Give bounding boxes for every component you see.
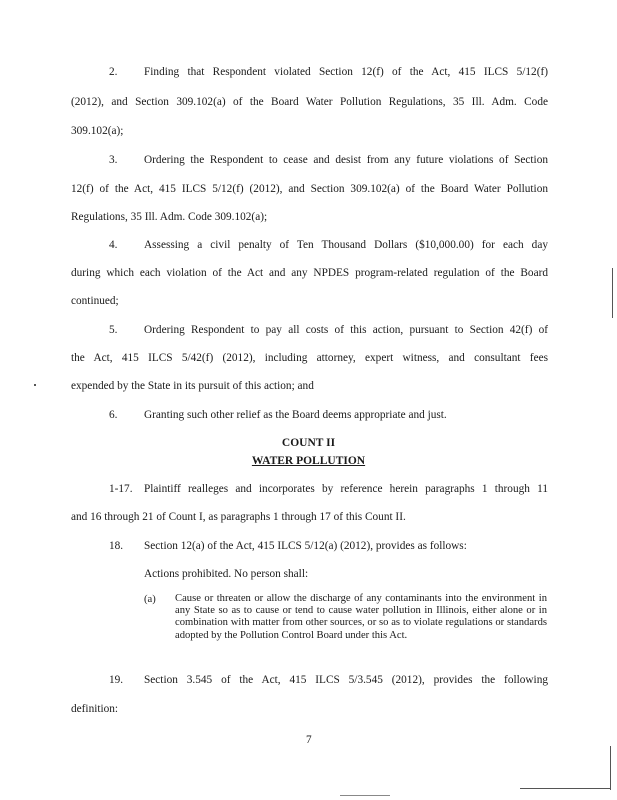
paragraph-number: 3. xyxy=(109,154,118,166)
paragraph-number: 2. xyxy=(109,66,118,78)
paragraph-number: 4. xyxy=(109,239,118,251)
count-heading: COUNT II xyxy=(281,437,336,449)
scan-mark xyxy=(520,788,611,789)
quoted-item-label: (a) xyxy=(144,594,156,605)
paragraph-number: 5. xyxy=(109,324,118,336)
scan-mark xyxy=(340,795,390,796)
scan-mark xyxy=(610,746,611,790)
scan-mark xyxy=(612,268,613,318)
paragraph-line: 309.102(a); xyxy=(71,125,124,137)
quoted-item-text: Cause or threaten or allow the discharge of any contaminants into the environment in any State so as to cause or tend to cause water pollution in Illinois, either alone or in combination with matter from other sources, or so as to violate regulations or standards adopted by the Pollution Control Board under this Act. xyxy=(175,593,547,641)
paragraph-line: (2012), and Section 309.102(a) of the Board Water Pollution Regulations, 35 Ill. Adm. Code xyxy=(71,96,548,108)
paragraph-number: 19. xyxy=(109,674,124,686)
count-subtitle: WATER POLLUTION xyxy=(251,455,366,467)
paragraph-line: expended by the State in its pursuit of this action; and xyxy=(71,380,314,392)
paragraph-line: Finding that Respondent violated Section 12(f) of the Act, 415 ILCS 5/12(f) xyxy=(144,66,548,78)
paragraph-number: 1-17. xyxy=(109,483,133,495)
paragraph-line: 12(f) of the Act, 415 ILCS 5/12(f) (2012), and Section 309.102(a) of the Board Water Pollution xyxy=(71,183,548,195)
paragraph-line: during which each violation of the Act and any NPDES program-related regulation of the Board xyxy=(71,267,548,279)
scan-mark xyxy=(34,384,36,386)
paragraph-number: 18. xyxy=(109,540,124,552)
paragraph-line: Assessing a civil penalty of Ten Thousand Dollars ($10,000.00) for each day xyxy=(144,239,548,251)
paragraph-number: 6. xyxy=(109,409,118,421)
paragraph-line: Ordering the Respondent to cease and desist from any future violations of Section xyxy=(144,154,548,166)
quoted-intro: Actions prohibited. No person shall: xyxy=(144,568,309,580)
paragraph-line: Plaintiff realleges and incorporates by reference herein paragraphs 1 through 11 xyxy=(144,483,548,495)
paragraph-line: Granting such other relief as the Board deems appropriate and just. xyxy=(144,409,447,421)
paragraph-line: and 16 through 21 of Count I, as paragraphs 1 through 17 of this Count II. xyxy=(71,511,406,523)
paragraph-line: the Act, 415 ILCS 5/42(f) (2012), including attorney, expert witness, and consultant fees xyxy=(71,352,548,364)
paragraph-line: definition: xyxy=(71,703,119,715)
paragraph-line: Section 3.545 of the Act, 415 ILCS 5/3.545 (2012), provides the following xyxy=(144,674,548,686)
page-number: 7 xyxy=(306,734,312,746)
paragraph-line: Section 12(a) of the Act, 415 ILCS 5/12(a) (2012), provides as follows: xyxy=(144,540,467,552)
paragraph-line: Regulations, 35 Ill. Adm. Code 309.102(a); xyxy=(71,211,268,223)
paragraph-line: continued; xyxy=(71,295,119,307)
paragraph-line: Ordering Respondent to pay all costs of this action, pursuant to Section 42(f) of xyxy=(144,324,548,336)
